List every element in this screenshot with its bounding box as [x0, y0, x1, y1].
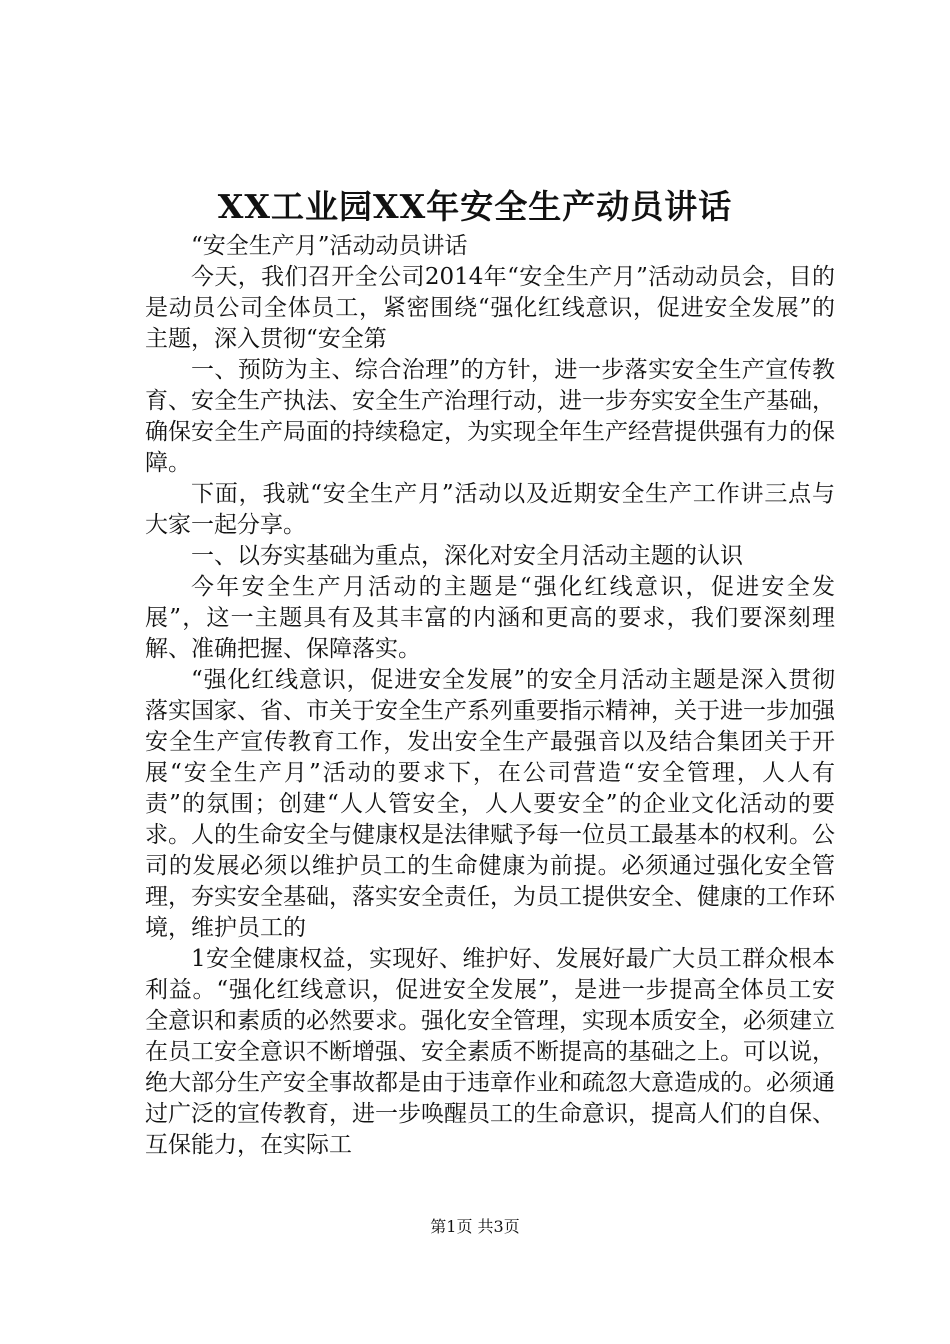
- page-footer: 第1页 共3页: [430, 1217, 520, 1236]
- section-heading: 一、以夯实基础为重点，深化对安全月活动主题的认识: [191, 543, 743, 569]
- paragraph: 1安全健康权益，实现好、维护好、发展好最广大员工群众根本利益。“强化红线意识，促进安全发展”，是进一步提高全体员工安全意识和素质的必然要求。强化安全管理，实现本质安全，必须建立在员工安全意识不断增强、安全素质不断提高的基础之上。可以说，绝大部分生产安全事故都是由于违章作业和疏忽大意造成的。必须通过广泛的宣传教育，进一步唤醒员工的生命意识，提高人们的自保、互保能力，在实际工: [145, 946, 835, 1158]
- paragraph: “强化红线意识，促进安全发展”的安全月活动主题是深入贯彻落实国家、省、市关于安全生产系列重要指示精神，关于进一步加强安全生产宣传教育工作，发出安全生产最强音以及结合集团关于开展“安全生产月”活动的要求下，在公司营造“安全管理，人人有责”的氛围；创建“人人管安全，人人要安全”的企业文化活动的要求。人的生命安全与健康权是法律赋予每一位员工最基本的权利。公司的发展必须以维护员工的生命健康为前提。必须通过强化安全管理，夯实安全基础，落实安全责任，为员工提供安全、健康的工作环境，维护员工的: [145, 667, 835, 941]
- paragraph: “安全生产月”活动动员讲话: [191, 233, 468, 259]
- paragraph: 一、预防为主、综合治理”的方针，进一步落实安全生产宣传教育、安全生产执法、安全生产治理行动，进一步夯实安全生产基础，确保安全生产局面的持续稳定，为实现全年生产经营提供强有力的保障。: [145, 357, 835, 476]
- paragraph: 下面，我就“安全生产月”活动以及近期安全生产工作讲三点与大家一起分享。: [145, 481, 835, 538]
- paragraph: 今天，我们召开全公司2014年“安全生产月”活动动员会，目的是动员公司全体员工，紧密围绕“强化红线意识，促进安全发展”的主题，深入贯彻“安全第: [145, 264, 835, 352]
- document-body: [145, 231, 835, 1161]
- paragraph: 今年安全生产月活动的主题是“强化红线意识，促进安全发展”，这一主题具有及其丰富的内涵和更高的要求，我们要深刻理解、准确把握、保障落实。: [145, 574, 835, 662]
- document-title: XX工业园XX年安全生产动员讲话: [217, 187, 733, 226]
